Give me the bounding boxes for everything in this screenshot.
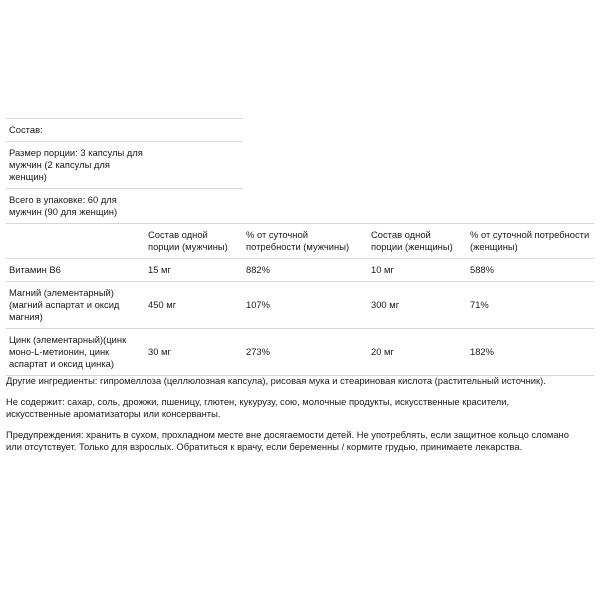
nutrient-name: Цинк (элементарный)(цинк моно-L-метионин, цинк аспартат и оксид цинка) (6, 329, 145, 376)
women-daily-value: 182% (467, 329, 594, 376)
servings-per-container: Всего в упаковке: 60 для мужчин (90 для женщин) (6, 189, 243, 224)
men-daily-value: 273% (243, 329, 368, 376)
table-row (6, 329, 594, 376)
nutrient-name: Витамин В6 (6, 259, 145, 282)
warnings: Предупреждения: хранить в сухом, прохладном месте вне досягаемости детей. Не употреблять, если защитное кольцо сломано или отсутствует. Только для взрослых. Обратиться к врачу, если беременны / кормите грудью, принимаете лекарства. (6, 429, 569, 452)
column-header: Состав одной порции (мужчины) (145, 224, 243, 259)
women-daily-value: 71% (467, 282, 594, 329)
women-daily-value: 588% (467, 259, 594, 282)
column-header: Состав одной порции (женщины) (368, 224, 467, 259)
does-not-contain: Не содержит: сахар, соль, дрожжи, пшеницу, глютен, кукурузу, сою, молочные продукты, искусственные красители, искусственные ароматизаторы или консерванты. (6, 396, 510, 419)
composition-label: Состав: (6, 119, 243, 142)
table-header-row (6, 224, 594, 259)
servings-per-container-row (6, 189, 594, 224)
description-paragraphs (6, 375, 576, 462)
serving-size-row (6, 142, 594, 189)
men-amount: 450 мг (145, 282, 243, 329)
column-header: % от суточной потребности (женщины) (467, 224, 594, 259)
men-amount: 30 мг (145, 329, 243, 376)
men-amount: 15 мг (145, 259, 243, 282)
women-amount: 300 мг (368, 282, 467, 329)
nutrient-name: Магний (элементарный) (магний аспартат и оксид магния) (6, 282, 145, 329)
column-header: % от суточной потребности (мужчины) (243, 224, 368, 259)
table-row (6, 282, 594, 329)
women-amount: 20 мг (368, 329, 467, 376)
men-daily-value: 107% (243, 282, 368, 329)
women-amount: 10 мг (368, 259, 467, 282)
men-daily-value: 882% (243, 259, 368, 282)
supplement-facts-table (6, 118, 594, 376)
serving-size: Размер порции: 3 капсулы для мужчин (2 капсулы для женщин) (6, 142, 243, 189)
other-ingredients: Другие ингредиенты: гипромеллоза (целлюлозная капсула), рисовая мука и стеариновая кислота (растительный источник). (6, 375, 546, 386)
composition-row (6, 119, 594, 142)
table-row (6, 259, 594, 282)
header-empty (6, 224, 145, 259)
